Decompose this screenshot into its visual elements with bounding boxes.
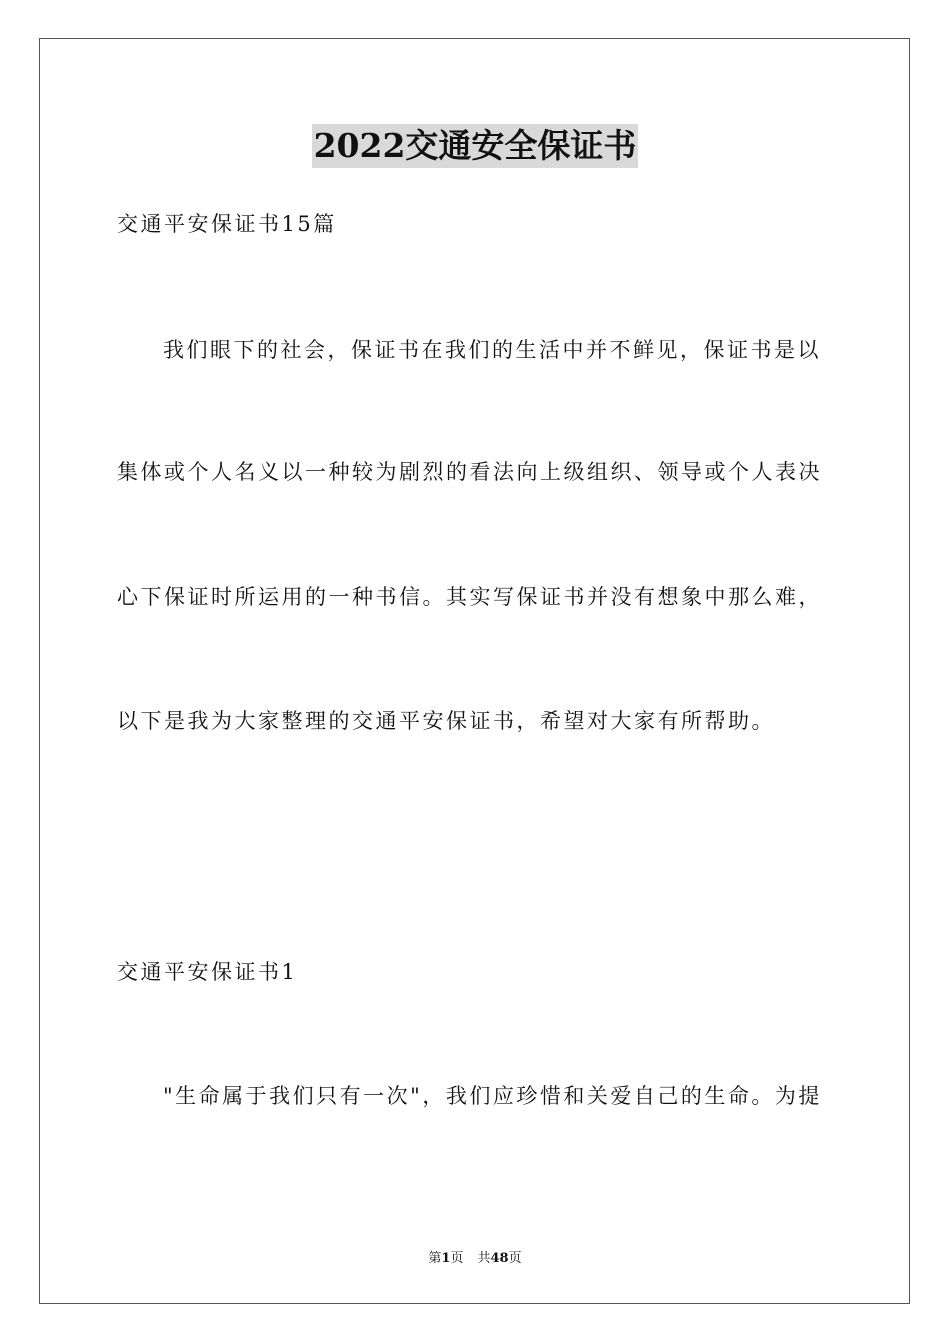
page-footer: [0, 1247, 950, 1266]
footer-page-current: 1: [441, 1251, 451, 1266]
title-container: [0, 124, 950, 168]
intro-line-1: 我们眼下的社会，保证书在我们的生活中并不鲜见，保证书是以: [163, 338, 821, 362]
intro-line-4: 以下是我为大家整理的交通平安保证书，希望对大家有所帮助。: [117, 709, 775, 733]
section-heading: 交通平安保证书1: [117, 960, 298, 984]
footer-total-suffix: 页: [508, 1251, 522, 1266]
footer-page-total: 48: [490, 1251, 509, 1266]
footer-page-prefix: 第: [428, 1251, 442, 1266]
footer-total-prefix: 共: [477, 1251, 491, 1266]
footer-page-suffix: 页: [450, 1251, 464, 1266]
intro-line-2: 集体或个人名义以一种较为剧烈的看法向上级组织、领导或个人表决: [117, 460, 822, 484]
section-paragraph-line-1: "生命属于我们只有一次"，我们应珍惜和关爱自己的生命。为提: [163, 1084, 822, 1108]
intro-line-3: 心下保证时所运用的一种书信。其实写保证书并没有想象中那么难，: [117, 585, 822, 609]
document-title: 2022交通安全保证书: [312, 124, 639, 168]
document-subtitle: 交通平安保证书15篇: [117, 212, 337, 236]
